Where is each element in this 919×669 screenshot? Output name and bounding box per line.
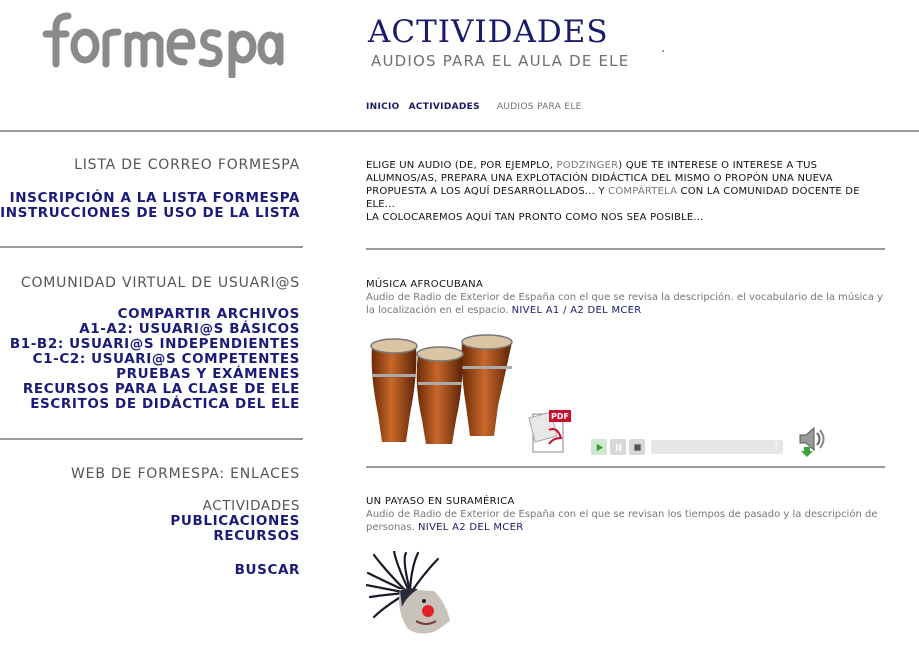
- sidebar-divider: [0, 246, 303, 248]
- intro-text-2: ) QUE TE INTERESE O INTERESE A TUS ALUMNOS/AS, PREPARA UNA EXPLOTACIÓN DIDÁCTICA DEL MISMO O PROPÓN UNA NUEVA PROPUESTA A LOS AQUÍ DESARROLLADOS... Y: [366, 160, 833, 197]
- intro-text-4: LA COLOCAREMOS AQUÍ TAN PRONTO COMO NOS SEA POSIBLE...: [366, 212, 704, 223]
- sidebar-web-section: [71, 466, 300, 482]
- sidebar-link-pruebas[interactable]: PRUEBAS Y EXÁMENES: [116, 366, 300, 382]
- sidebar-comunidad-section: [21, 275, 300, 291]
- audio-item-level: NIVEL A2 DEL MCER: [417, 522, 524, 533]
- logo-wordmark: [40, 8, 285, 78]
- sidebar-lista-heading: LISTA DE CORREO FORMESPA: [74, 157, 300, 173]
- page-subtitle: AUDIOS PARA EL AULA DE ELE: [371, 52, 630, 70]
- sidebar-link-inscripcion[interactable]: INSCRIPCIÓN A LA LISTA FORMESPA: [9, 190, 300, 206]
- sidebar-link-c1c2[interactable]: C1-C2: USUARI@S COMPETENTES: [32, 351, 300, 367]
- sidebar-comunidad-links: [10, 307, 300, 412]
- compartela-link[interactable]: COMPÁRTELA: [608, 186, 678, 197]
- decorative-dot: [662, 50, 664, 52]
- sidebar-lista-links: [0, 191, 300, 221]
- sidebar-web-heading: WEB DE FORMESPA: ENLACES: [71, 466, 300, 482]
- sidebar-link-buscar[interactable]: BUSCAR: [234, 562, 300, 578]
- stop-button[interactable]: [629, 439, 645, 455]
- sidebar-link-publicaciones[interactable]: PUBLICACIONES: [170, 513, 300, 529]
- audio-item-title[interactable]: MÚSICA AFROCUBANA: [366, 279, 484, 290]
- page-title: ACTIVIDADES: [368, 14, 609, 50]
- play-button[interactable]: [591, 439, 607, 455]
- audio-player: [591, 439, 783, 455]
- audio-progress-bar[interactable]: [651, 440, 783, 454]
- audio-progress-unknown: ?: [773, 441, 779, 452]
- content-divider: [366, 248, 885, 250]
- clown-image: [366, 551, 458, 637]
- audio-item-title[interactable]: UN PAYASO EN SURAMÉRICA: [366, 496, 515, 507]
- breadcrumb-actividades-link[interactable]: ACTIVIDADES: [408, 102, 480, 112]
- pdf-document-icon[interactable]: [527, 408, 573, 454]
- speaker-download-icon[interactable]: [796, 425, 828, 457]
- formespa-logo[interactable]: [40, 8, 285, 78]
- sidebar-link-instrucciones[interactable]: INSTRUCCIONES DE USO DE LA LISTA: [0, 205, 300, 221]
- intro-text: [366, 159, 886, 224]
- sidebar-link-actividades[interactable]: ACTIVIDADES: [202, 498, 300, 514]
- pause-button[interactable]: [610, 439, 626, 455]
- podzinger-link[interactable]: PODZINGER: [556, 160, 619, 171]
- play-icon: [595, 443, 604, 452]
- svg-text:PDF: PDF: [551, 412, 569, 421]
- sidebar-lista-section: [74, 157, 300, 173]
- breadcrumb-home-link[interactable]: INICIO: [366, 102, 400, 112]
- sidebar-divider: [0, 438, 303, 440]
- audio-item-desc-text: Audio de Radio de Exterior de España con el que se revisan los tiempos de pasado y la descripción de personas.: [366, 509, 878, 533]
- breadcrumb: [366, 102, 591, 112]
- sidebar-link-a1a2[interactable]: A1-A2: USUARI@S BÁSICOS: [79, 321, 300, 337]
- audio-item-description: [366, 291, 886, 317]
- stop-icon: [633, 443, 642, 452]
- sidebar-web-links: [170, 499, 300, 544]
- sidebar-comunidad-heading: COMUNIDAD VIRTUAL DE USUARI@S: [20, 275, 300, 291]
- breadcrumb-current: AUDIOS PARA ELE: [496, 102, 582, 112]
- audio-item-description: [366, 508, 886, 534]
- audio-item-desc-text: Audio de Radio de Exterior de España con el que se revisa la descripción. el vocabulario de la música y la localización en el espacio.: [366, 292, 883, 316]
- audio-item-level: NIVEL A1 / A2 DEL MCER: [511, 305, 642, 316]
- congas-image: [366, 334, 516, 444]
- intro-text-3: CON LA COMUNIDAD DOCENTE DE ELE...: [366, 186, 860, 210]
- sidebar-link-b1b2[interactable]: B1-B2: USUARI@S INDEPENDIENTES: [9, 336, 300, 352]
- sidebar-link-recursos[interactable]: RECURSOS: [213, 528, 300, 544]
- sidebar-link-escritos[interactable]: ESCRITOS DE DIDÁCTICA DEL ELE: [30, 396, 300, 412]
- sidebar-link-recursos-clase[interactable]: RECURSOS PARA LA CLASE DE ELE: [22, 381, 300, 397]
- audio-item: [366, 279, 886, 317]
- audio-item: [366, 496, 886, 534]
- content-divider: [366, 466, 885, 468]
- header-divider: [0, 130, 919, 132]
- sidebar-search-section: [235, 563, 300, 578]
- sidebar-link-compartir[interactable]: COMPARTIR ARCHIVOS: [117, 306, 300, 322]
- intro-text-1: ELIGE UN AUDIO (DE, POR EJEMPLO,: [366, 160, 557, 171]
- pause-icon: [614, 443, 623, 452]
